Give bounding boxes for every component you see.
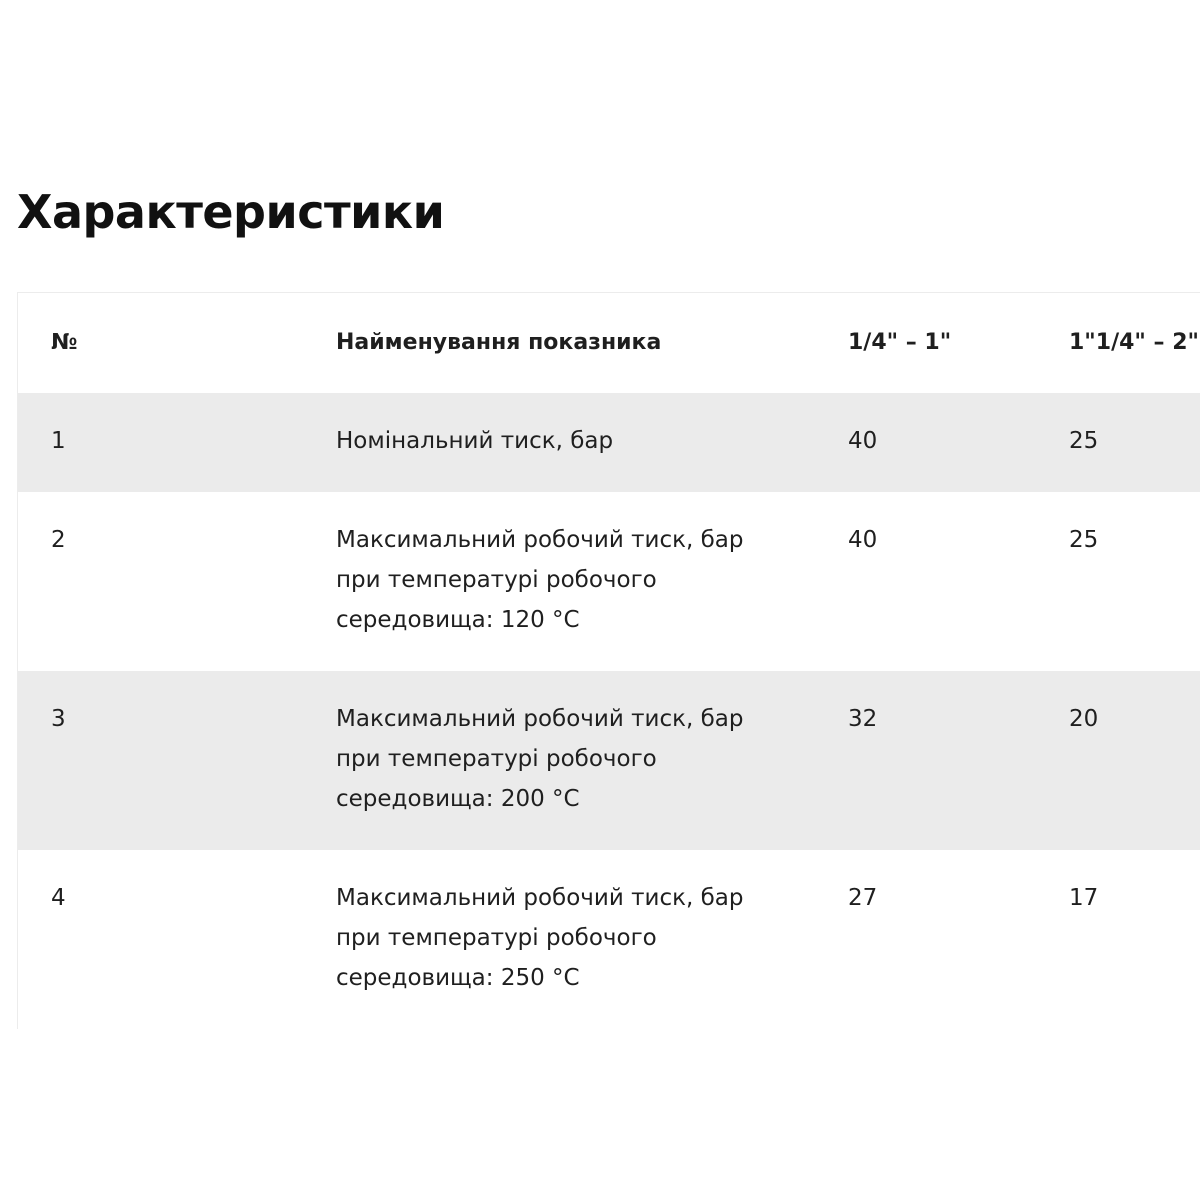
row-parameter-name: Максимальний робочий тиск, бар при температурі робочого середовища: 250 °С — [336, 885, 744, 991]
row-value-small: 27 — [848, 885, 878, 911]
row-value-large: 20 — [1069, 706, 1099, 732]
table-header-row — [18, 293, 1200, 393]
header-size-small: 1/4" – 1" — [848, 330, 952, 355]
table-row — [18, 492, 1200, 671]
row-value-large: 25 — [1069, 527, 1099, 553]
row-number: 3 — [51, 706, 66, 732]
table-row — [18, 850, 1200, 1029]
table-row — [18, 393, 1200, 492]
header-parameter-name: Найменування показника — [336, 330, 662, 355]
row-number: 2 — [51, 527, 66, 553]
row-value-large: 17 — [1069, 885, 1099, 911]
page-title: Характеристики — [17, 185, 445, 239]
header-number: № — [51, 330, 78, 355]
row-value-large: 25 — [1069, 428, 1099, 454]
row-value-small: 32 — [848, 706, 878, 732]
row-value-small: 40 — [848, 527, 878, 553]
table-row — [18, 671, 1200, 850]
header-size-large: 1"1/4" – 2" — [1069, 330, 1199, 355]
specifications-table — [17, 292, 1200, 1029]
row-number: 1 — [51, 428, 66, 454]
row-parameter-name: Номінальний тиск, бар — [336, 428, 614, 454]
row-parameter-name: Максимальний робочий тиск, бар при температурі робочого середовища: 120 °С — [336, 527, 744, 633]
row-value-small: 40 — [848, 428, 878, 454]
row-number: 4 — [51, 885, 66, 911]
row-parameter-name: Максимальний робочий тиск, бар при температурі робочого середовища: 200 °С — [336, 706, 744, 812]
